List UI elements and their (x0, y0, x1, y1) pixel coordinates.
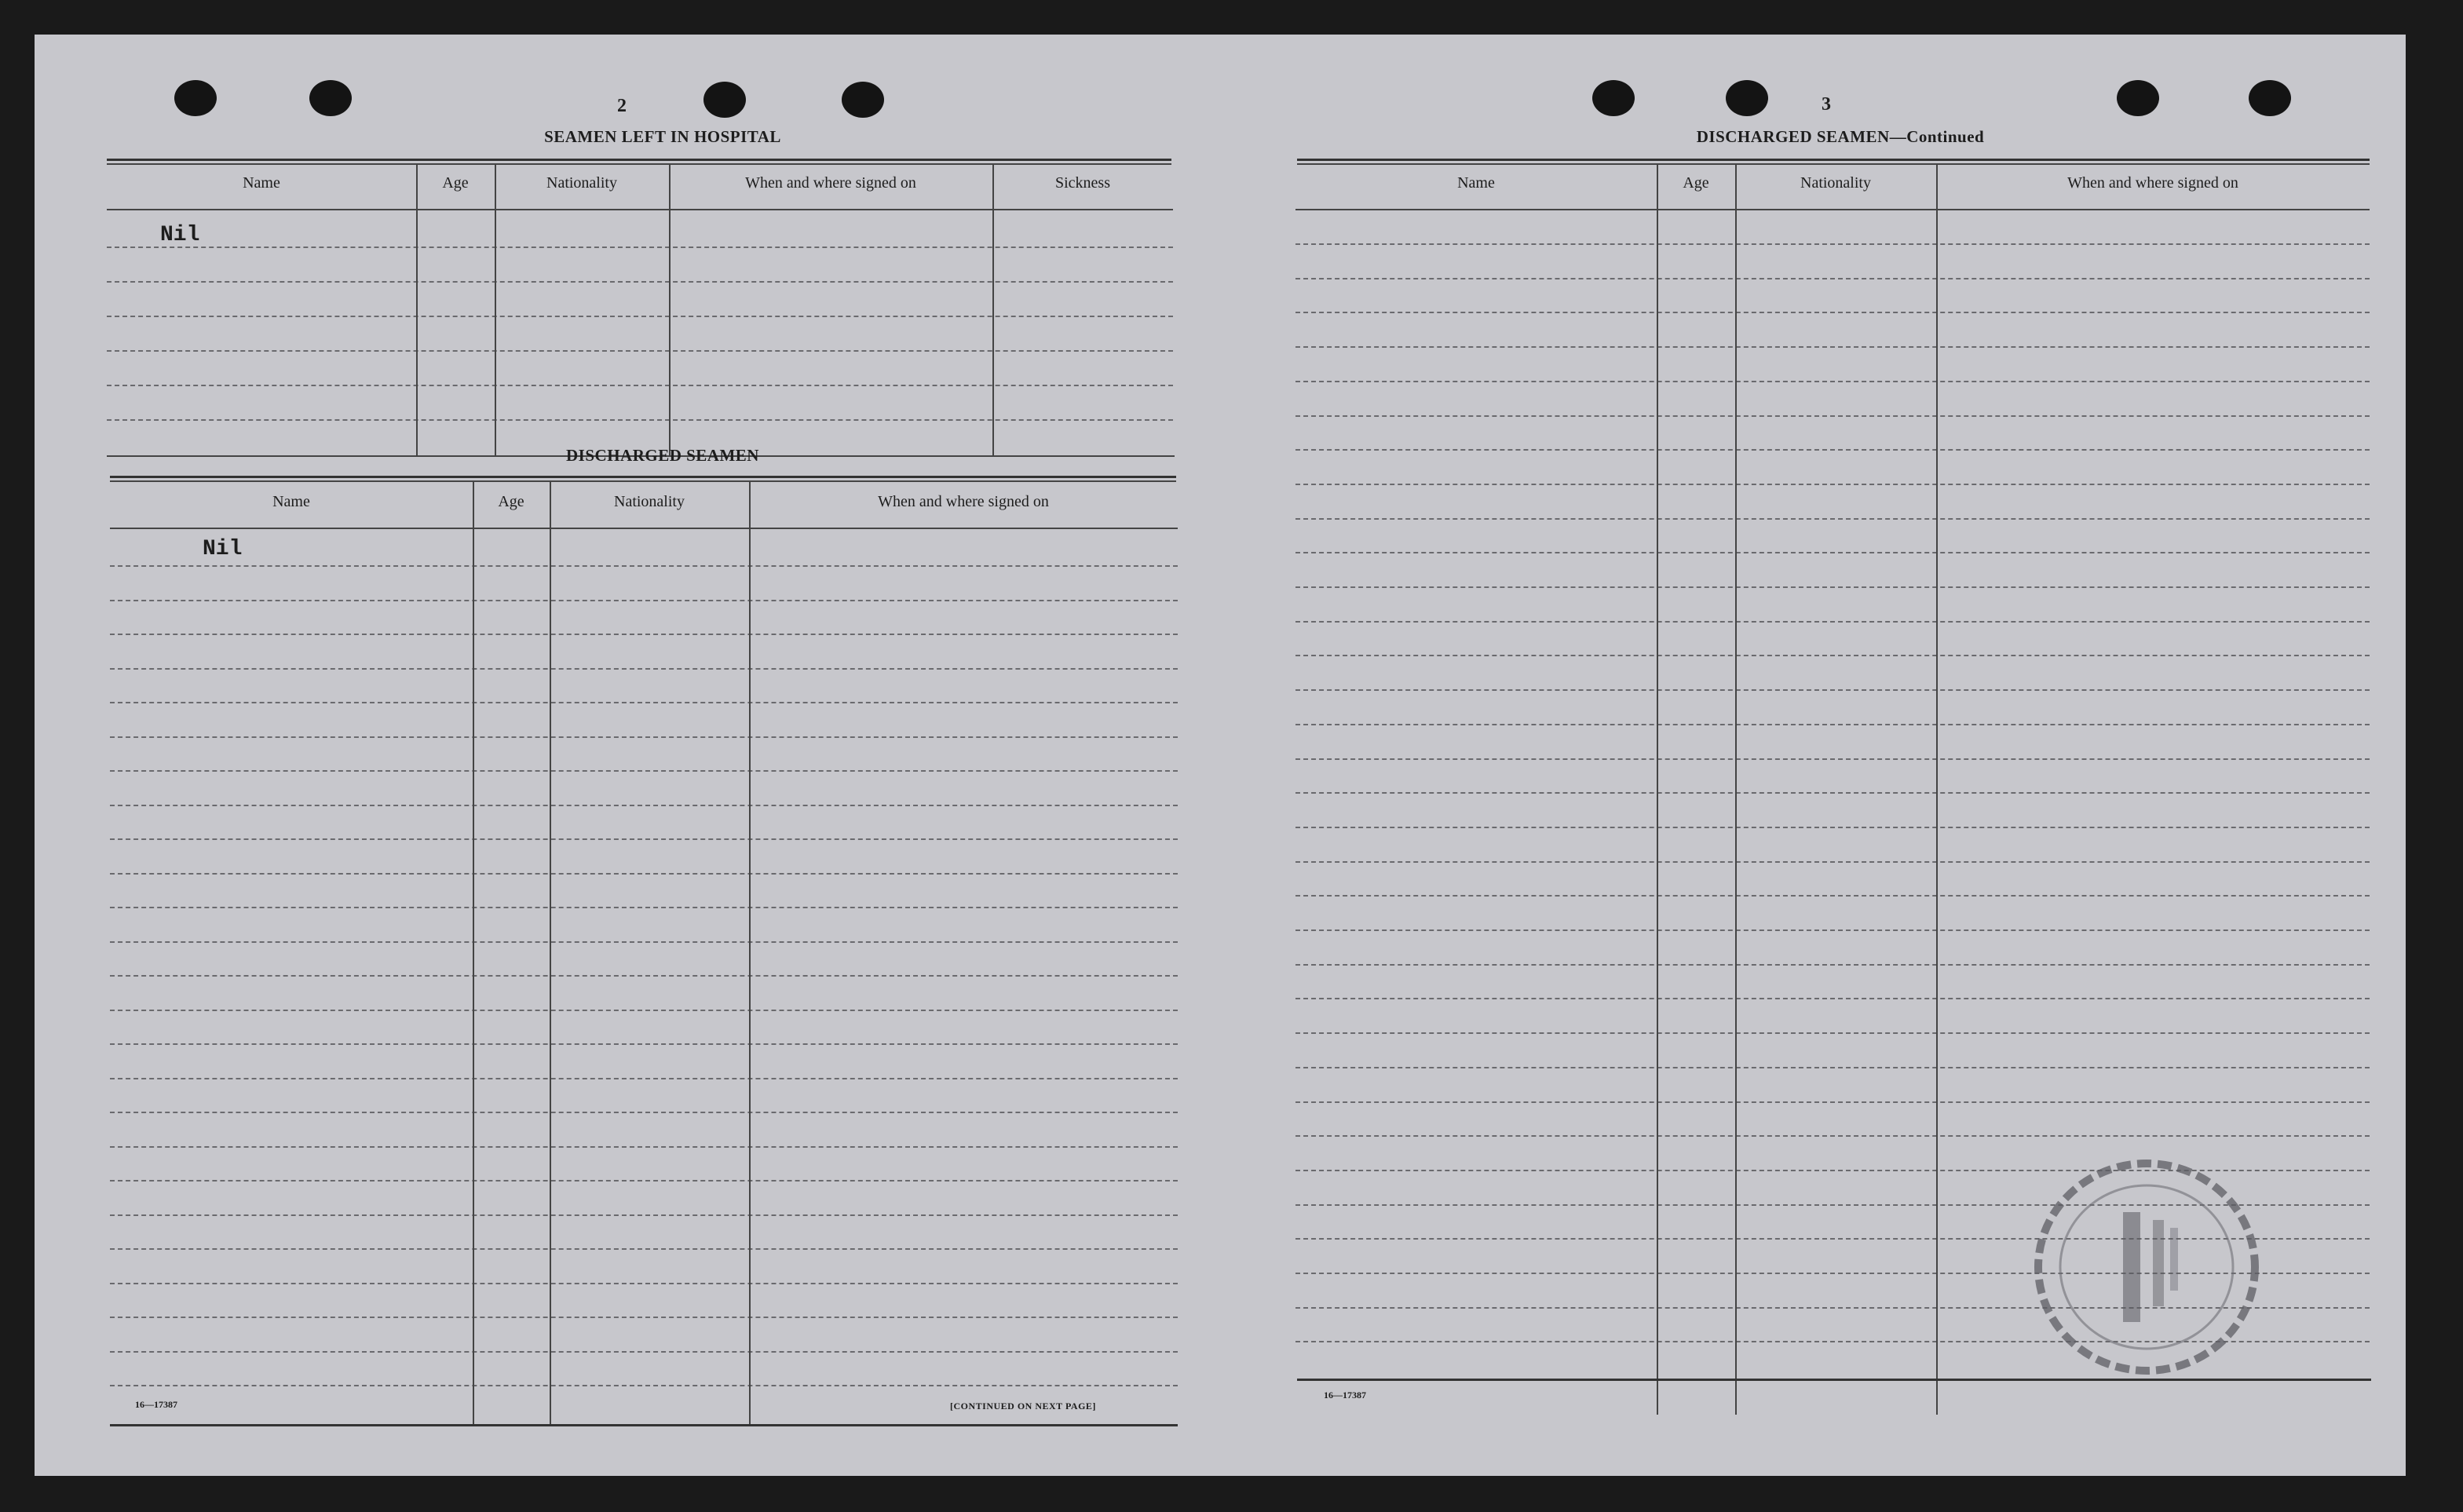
rule (107, 385, 1173, 386)
ruled-line (110, 1043, 1178, 1045)
ruled-line (110, 668, 1178, 670)
rule (110, 480, 1176, 482)
ruled-line (1295, 243, 2370, 245)
hospital-col-age: Age (442, 174, 469, 192)
ruled-line (1295, 964, 2370, 966)
punch-hole (842, 82, 884, 118)
cont-col-name: Name (1457, 174, 1495, 192)
ruled-line (110, 634, 1178, 635)
ruled-line (110, 873, 1178, 875)
ruled-line (1295, 689, 2370, 691)
ruled-line (110, 1146, 1178, 1148)
ruled-line (110, 838, 1178, 840)
column-divider (550, 480, 551, 1424)
rule (107, 281, 1173, 283)
round-stamp-icon (2021, 1149, 2272, 1385)
ruled-line (1295, 346, 2370, 348)
rule (1297, 163, 2370, 165)
rule (1297, 159, 2370, 161)
ruled-line (1295, 518, 2370, 520)
discharged-col-nationality: Nationality (614, 493, 685, 510)
hospital-col-sickness: Sickness (1055, 174, 1110, 192)
discharged-continued-title-suffix: —Continued (1889, 127, 1985, 146)
ruled-line (110, 1010, 1178, 1011)
discharged-col-age: Age (498, 493, 524, 510)
ruled-line (110, 565, 1178, 567)
ruled-line (110, 1214, 1178, 1216)
ruled-line (1295, 724, 2370, 725)
ruled-line (1295, 415, 2370, 417)
ruled-line (1295, 278, 2370, 279)
column-divider (749, 480, 751, 1424)
rule (110, 1424, 1178, 1426)
ruled-line (110, 1317, 1178, 1318)
discharged-col-signed-on: When and where signed on (878, 493, 1049, 510)
ruled-line (1295, 1067, 2370, 1068)
ruled-line (110, 702, 1178, 703)
discharged-continued-title (1550, 127, 2131, 147)
rule (1295, 209, 2370, 210)
ruled-line (1295, 621, 2370, 623)
punch-hole (2117, 80, 2159, 116)
ruled-line (110, 907, 1178, 908)
cont-col-signed-on: When and where signed on (2067, 174, 2238, 192)
column-divider (473, 480, 474, 1424)
ruled-line (110, 1180, 1178, 1181)
hospital-col-signed-on: When and where signed on (745, 174, 916, 192)
ruled-line (1295, 312, 2370, 313)
rule (107, 163, 1171, 165)
column-divider (1936, 163, 1938, 1415)
ruled-line (1295, 655, 2370, 656)
ruled-line (110, 1385, 1178, 1386)
punch-hole (174, 80, 217, 116)
ruled-line (110, 1112, 1178, 1113)
punch-hole (1592, 80, 1635, 116)
ruled-line (1295, 758, 2370, 760)
column-divider (992, 163, 994, 455)
hospital-entry-nil: Nil (160, 223, 200, 247)
ruled-line (1295, 895, 2370, 897)
discharged-section-title: DISCHARGED SEAMEN (566, 446, 759, 465)
punch-hole (703, 82, 746, 118)
page-number-left: 2 (617, 96, 627, 116)
ruled-line (1295, 1032, 2370, 1034)
continued-note: [CONTINUED ON NEXT PAGE] (950, 1401, 1096, 1412)
rule (107, 209, 1173, 210)
ruled-line (110, 736, 1178, 738)
punch-hole (309, 80, 352, 116)
ruled-line (1295, 827, 2370, 828)
hospital-col-nationality: Nationality (546, 174, 617, 192)
ruled-line (1295, 1135, 2370, 1137)
ruled-line (1295, 552, 2370, 553)
ruled-line (1295, 929, 2370, 931)
rule (107, 350, 1173, 352)
column-divider (1735, 163, 1737, 1415)
column-divider (1657, 163, 1658, 1415)
rule (107, 419, 1173, 421)
page-number-right: 3 (1822, 94, 1831, 115)
ruled-line (110, 1283, 1178, 1284)
ruled-line (110, 1248, 1178, 1250)
cont-col-nationality: Nationality (1800, 174, 1871, 192)
rule (107, 316, 1173, 317)
discharged-col-name: Name (272, 493, 310, 510)
ruled-line (1295, 381, 2370, 382)
ruled-line (1295, 449, 2370, 451)
ruled-line (110, 1351, 1178, 1353)
form-number-left: 16—17387 (135, 1399, 177, 1410)
ruled-line (110, 1078, 1178, 1079)
rule (107, 247, 1173, 248)
hospital-section-title: SEAMEN LEFT IN HOSPITAL (544, 127, 781, 146)
ruled-line (1295, 998, 2370, 999)
ruled-line (110, 770, 1178, 772)
punch-hole (1726, 80, 1768, 116)
column-divider (669, 163, 671, 455)
punch-hole (2249, 80, 2291, 116)
hospital-col-name: Name (243, 174, 280, 192)
ruled-line (110, 975, 1178, 977)
ruled-line (1295, 792, 2370, 794)
cont-col-age: Age (1683, 174, 1709, 192)
rule (107, 159, 1171, 161)
discharged-entry-nil: Nil (203, 537, 243, 561)
discharged-continued-title-main: DISCHARGED SEAMEN (1696, 127, 1890, 146)
rule (110, 476, 1176, 478)
ruled-line (110, 941, 1178, 943)
ruled-line (110, 600, 1178, 601)
document-sheet (35, 35, 2406, 1476)
ruled-line (1295, 484, 2370, 485)
column-divider (495, 163, 496, 455)
rule (110, 528, 1178, 529)
ruled-line (1295, 861, 2370, 863)
ruled-line (1295, 1101, 2370, 1103)
form-number-right: 16—17387 (1324, 1390, 1366, 1401)
ruled-line (1295, 586, 2370, 588)
column-divider (416, 163, 418, 455)
ruled-line (110, 805, 1178, 806)
